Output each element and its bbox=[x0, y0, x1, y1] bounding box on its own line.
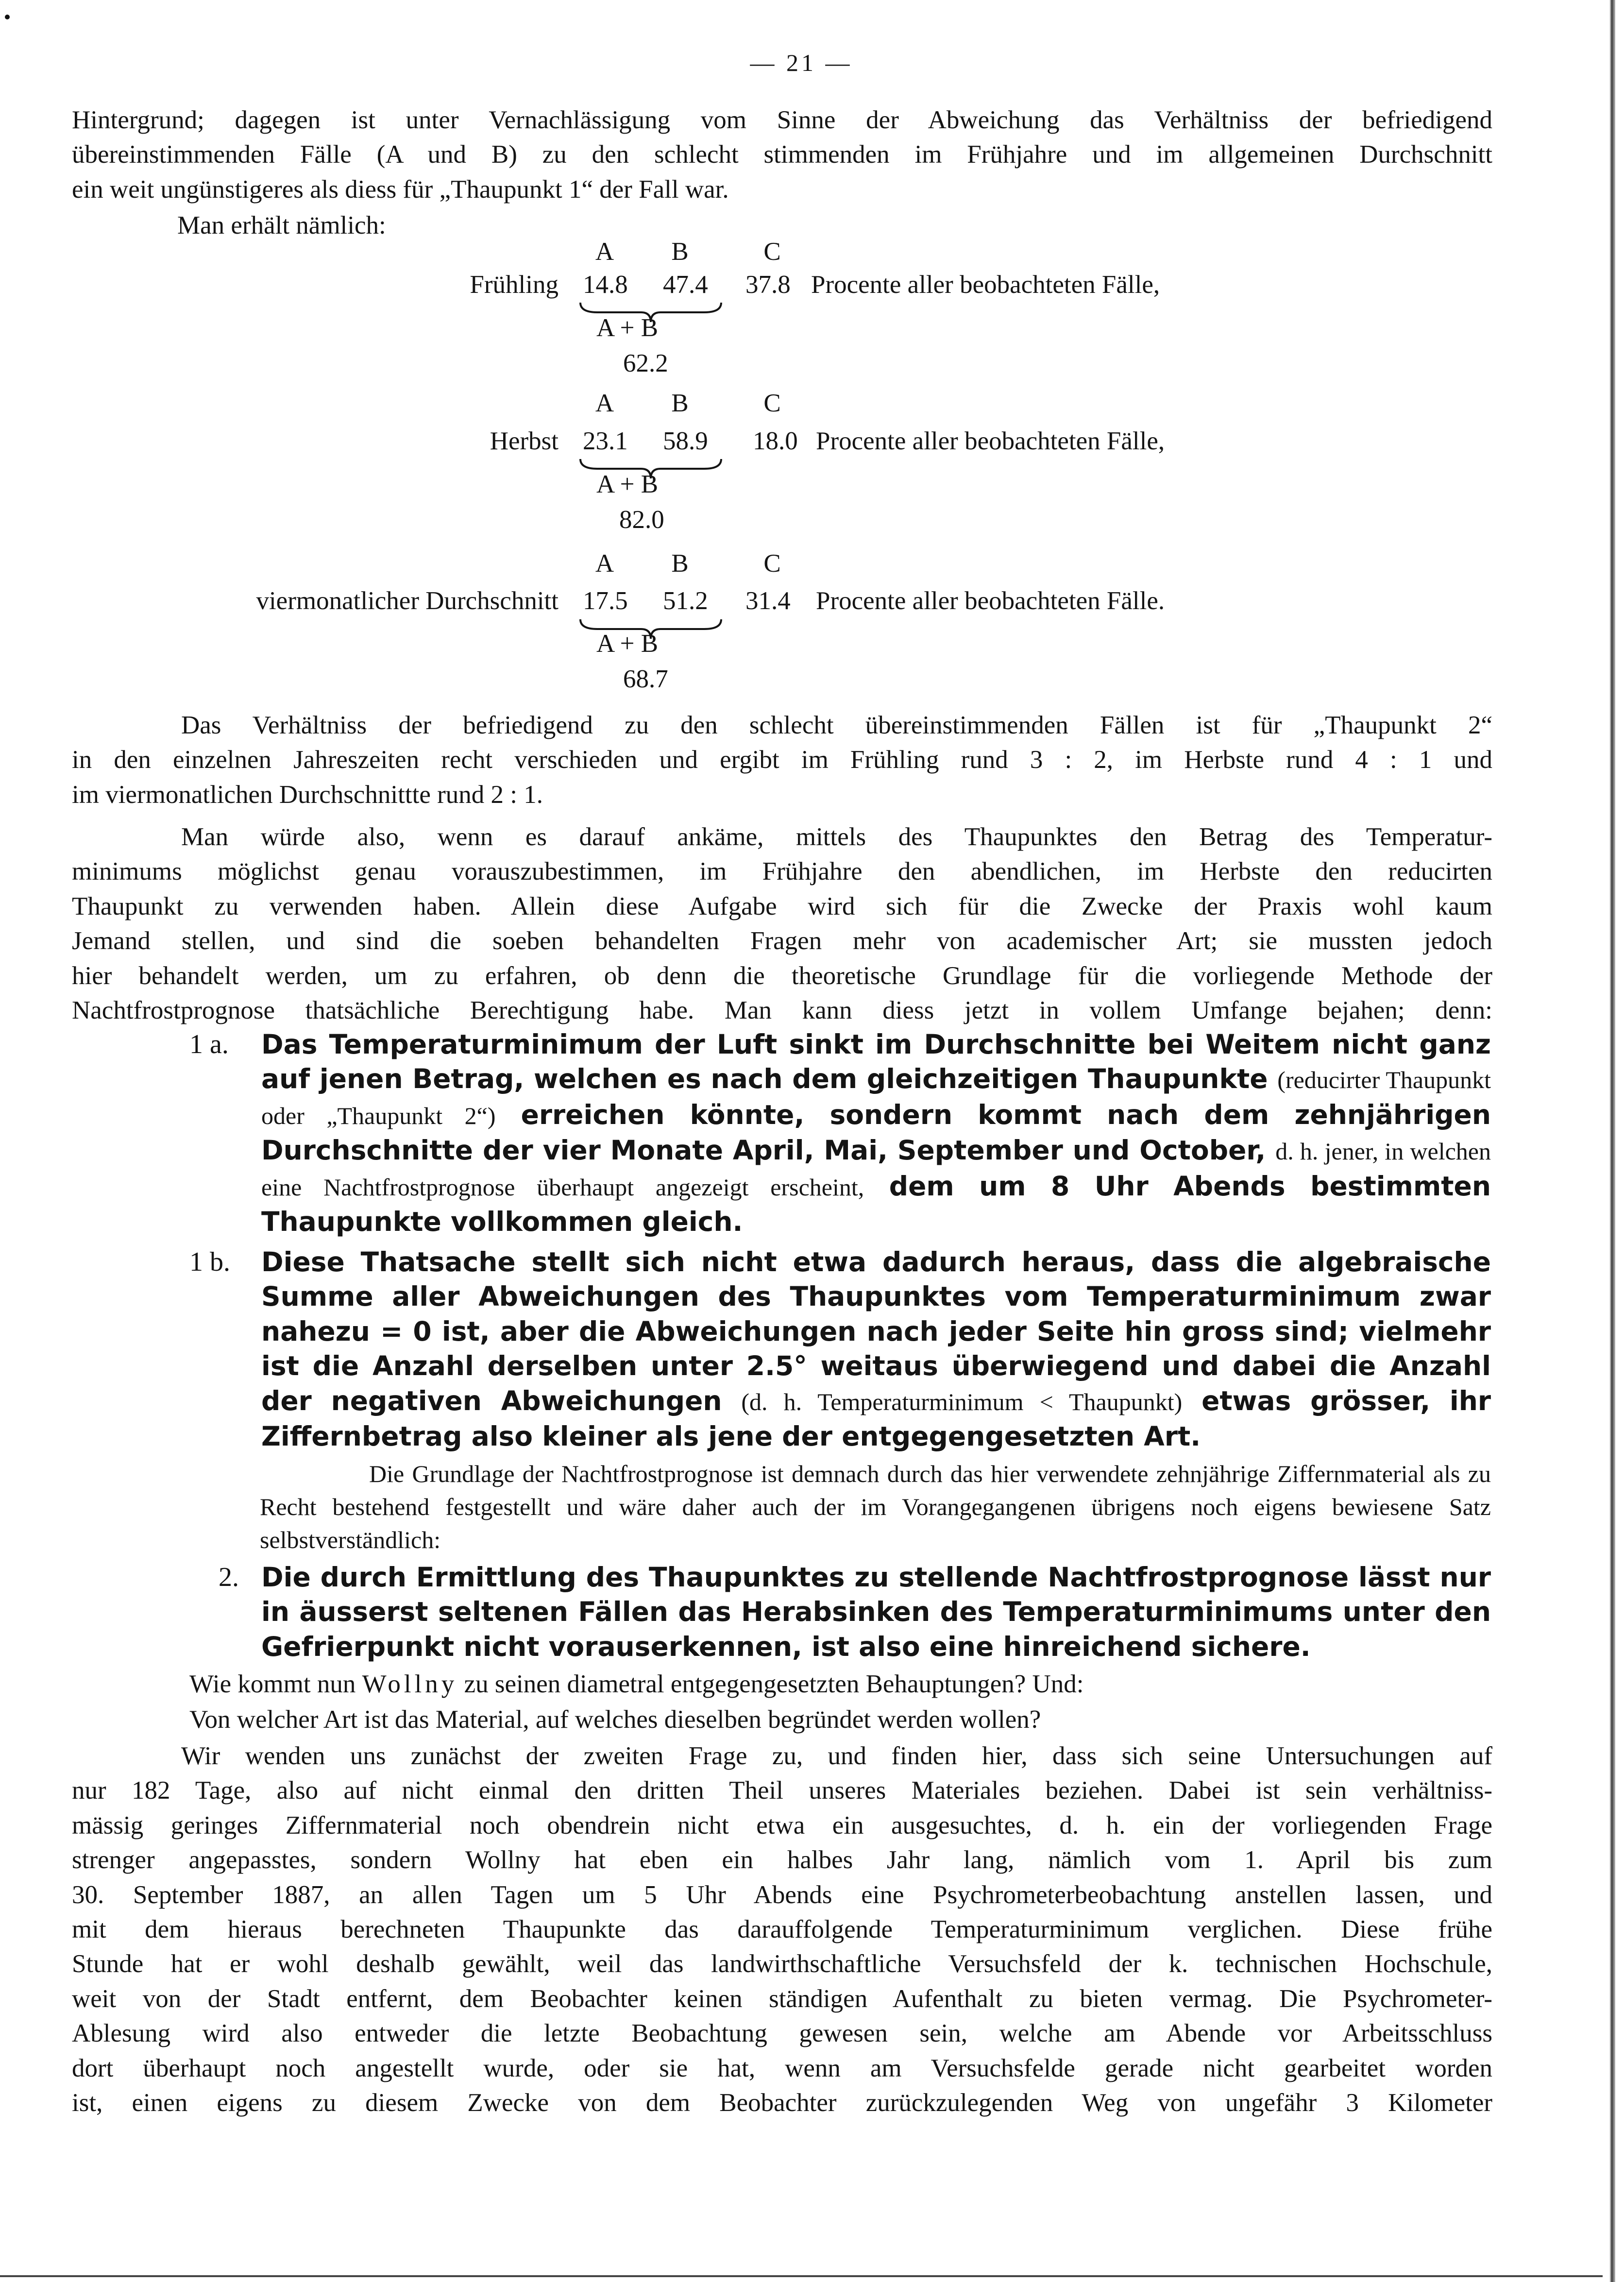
item-body bbox=[261, 1245, 1491, 1454]
text-line: Ablesung wird also entweder die letzte Beobachtung gewesen sein, welche am Abende vor Arbeitsschluss bbox=[72, 2019, 1492, 2048]
text-line: Das Verhältniss der befriedigend zu den schlecht übereinstimmenden Fällen ist für „Thaupunkt 2“ bbox=[181, 711, 1492, 739]
sum-label: A + B bbox=[596, 630, 659, 658]
paragraph-ratio bbox=[72, 708, 1492, 812]
header-b: B bbox=[671, 238, 689, 266]
value-a: 17.5 bbox=[583, 587, 628, 615]
item-number: 2. bbox=[219, 1562, 239, 1592]
text-line: Thaupunkt zu verwenden haben. Allein diese Aufgabe wird sich für die Zwecke der Praxis wohl kaum bbox=[72, 892, 1492, 920]
paragraph-basis: Die Grundlage der Nachtfrostprognose ist demnach durch das hier verwendete zehnjährige Ziffernmaterial als zu Recht bestehend festgestellt und wäre daher auch der im Vorangegangenen übrigens noch eigens bewiesene Satz selbstverständlich: bbox=[260, 1460, 1491, 1553]
row-tail: Procente aller beobachteten Fälle, bbox=[811, 271, 1160, 299]
conclusion-1a bbox=[189, 1027, 1491, 1239]
paragraph-method bbox=[72, 820, 1492, 1028]
value-b: 51.2 bbox=[663, 587, 708, 615]
text-line: übereinstimmenden Fälle (A und B) zu den schlecht stimmenden im Frühjahre und im allgemeinen Durchschnitt bbox=[72, 140, 1492, 169]
row-tail: Procente aller beobachteten Fälle. bbox=[816, 587, 1165, 615]
item-bold-text: etwas grösser, ihr Ziffernbetrag also kleiner als jene der entgegengesetzten Art. bbox=[261, 1385, 1491, 1452]
item-regular-text: (d. h. Temperaturminimum < Thaupunkt) bbox=[741, 1388, 1183, 1415]
scan-edge-bottom bbox=[0, 2275, 1603, 2277]
text-line: Nachtfrostprognose thatsächliche Berechtigung habe. Man kann diess jetzt in vollem Umfange bejahen; denn: bbox=[72, 996, 1492, 1025]
text-line: mässig geringes Ziffernmaterial noch obendrein nicht etwa ein ausgesuchtes, d. h. ein der vorliegenden Frage bbox=[72, 1811, 1492, 1839]
text-line: ein weit ungünstigeres als diess für „Thaupunkt 1“ der Fall war. bbox=[72, 175, 729, 204]
conclusion-1b bbox=[189, 1245, 1491, 1454]
text-line: in den einzelnen Jahreszeiten recht verschieden und ergibt im Frühling rund 3 : 2, im Herbste rund 4 : 1 und bbox=[72, 746, 1492, 774]
text-line: Jemand stellen, und sind die soeben behandelten Fragen mehr von academischer Art; sie mussten jedoch bbox=[72, 927, 1492, 955]
sum-value: 82.0 bbox=[619, 506, 664, 534]
value-a: 23.1 bbox=[583, 427, 628, 455]
text-line: Hintergrund; dagegen ist unter Vernachlässigung vom Sinne der Abweichung das Verhältniss der befriedigend bbox=[72, 106, 1492, 134]
row-label: viermonatlicher Durchschnitt bbox=[256, 587, 558, 615]
question-text: zu seinen diametral entgegengesetzten Behauptungen? Und: bbox=[464, 1670, 1084, 1698]
header-a: A bbox=[595, 238, 614, 266]
item-body: Die durch Ermittlung des Thaupunktes zu stellende Nachtfrostprognose lässt nur in äusserst seltenen Fällen das Herabsinken des Temperaturminimums unter den Gefrierpunkt nicht vorauserkennen, ist also eine hinreichend sichere. bbox=[261, 1562, 1491, 1662]
ink-speck bbox=[5, 15, 10, 19]
page-number: — 21 — bbox=[750, 49, 853, 76]
sum-label: A + B bbox=[596, 314, 659, 342]
text-line: minimums möglichst genau vorauszubestimmen, im Frühjahre den abendlichen, im Herbste den reducirten bbox=[72, 857, 1492, 886]
item-number: 1 b. bbox=[189, 1247, 230, 1277]
question-1 bbox=[189, 1669, 1084, 1699]
value-b: 58.9 bbox=[663, 427, 708, 455]
text-line: nur 182 Tage, also auf nicht einmal den dritten Theil unseres Materiales beziehen. Dabei ist sein verhältniss- bbox=[72, 1776, 1492, 1805]
value-c: 31.4 bbox=[745, 587, 791, 615]
sum-label: A + B bbox=[596, 470, 659, 498]
text-line: im viermonatlichen Durchschnittte rund 2 : 1. bbox=[72, 780, 543, 809]
question-2: Von welcher Art ist das Material, auf welches dieselben begründet werden wollen? bbox=[189, 1705, 1041, 1734]
scan-edge-right bbox=[1609, 0, 1615, 2282]
item-bold-text: erreichen könnte, sondern kommt nach dem zehnjährigen Durchschnitte der vier Monate April, Mai, September und October, bbox=[261, 1099, 1491, 1166]
text-line: dort überhaupt noch angestellt wurde, oder sie hat, wenn am Versuchsfelde gerade nicht gearbeitet worden bbox=[72, 2054, 1492, 2082]
question-text: Wie kommt nun bbox=[189, 1670, 356, 1698]
text-line: mit dem hieraus berechneten Thaupunkte das darauffolgende Temperaturminimum verglichen. Diese frühe bbox=[72, 1915, 1492, 1944]
item-regular-text: (reducirter Thaupunkt oder „Thaupunkt 2“) bbox=[261, 1066, 1491, 1129]
sum-value: 68.7 bbox=[623, 665, 668, 693]
value-c: 18.0 bbox=[753, 427, 798, 455]
text-line: Wir wenden uns zunächst der zweiten Frage zu, und finden hier, dass sich seine Untersuchungen auf bbox=[181, 1742, 1492, 1770]
item-bold-text: Diese Thatsache stellt sich nicht etwa dadurch heraus, dass die algebraische Summe aller Abweichungen des Thaupunktes vom Temperaturminimum zwar nahezu = 0 ist, aber die Abweichungen nach jeder Seite hin gross sind; vielmehr ist die Anzahl derselben unter 2.5° weitaus überwiegend und dabei die Anzahl der negativen Abweichungen bbox=[261, 1246, 1491, 1416]
item-regular-text: d. h. jener, in welchen eine Nachtfrostprognose überhaupt angezeigt erscheint, bbox=[261, 1138, 1491, 1201]
item-number: 1 a. bbox=[189, 1029, 229, 1059]
header-b: B bbox=[671, 389, 689, 417]
value-a: 14.8 bbox=[583, 271, 628, 299]
sum-value: 62.2 bbox=[623, 349, 668, 377]
text-line: Man würde also, wenn es darauf ankäme, mittels des Thaupunktes den Betrag des Temperatur- bbox=[181, 823, 1492, 851]
value-c: 37.8 bbox=[745, 271, 791, 299]
text-line: weit von der Stadt entfernt, dem Beobachter keinen ständigen Aufenthalt zu bieten vermag. Die Psychrometer- bbox=[72, 1984, 1492, 2013]
row-tail: Procente aller beobachteten Fälle, bbox=[816, 427, 1165, 455]
text-line: ist, einen eigens zu diesem Zwecke von dem Beobachter zurückzulegenden Weg von ungefähr 3 Kilometer bbox=[72, 2089, 1492, 2117]
text-line: 30. September 1887, an allen Tagen um 5 Uhr Abends eine Psychrometerbeobachtung anstellen lassen, und bbox=[72, 1880, 1492, 1909]
text-line: hier behandelt werden, um zu erfahren, ob denn die theoretische Grundlage für die vorliegende Methode der bbox=[72, 961, 1492, 990]
header-c: C bbox=[763, 389, 781, 417]
row-label: Herbst bbox=[490, 427, 558, 455]
header-a: A bbox=[595, 549, 614, 578]
header-c: C bbox=[763, 549, 781, 578]
item-bold-text: Das Temperaturminimum der Luft sinkt im Durchschnitte bei Weitem nicht ganz auf jenen Betrag, welchen es nach dem gleichzeitigen Thaupunkte bbox=[261, 1029, 1491, 1095]
intro-label: Man erhält nämlich: bbox=[177, 211, 386, 239]
item-bold-text: dem um 8 Uhr Abends bestimmten Thaupunkte vollkommen gleich. bbox=[261, 1170, 1491, 1238]
author-name: Wollny bbox=[362, 1670, 458, 1698]
header-a: A bbox=[595, 389, 614, 417]
text-line: strenger angepasstes, sondern Wollny hat eben ein halbes Jahr lang, nämlich vom 1. April bis zum bbox=[72, 1846, 1492, 1874]
header-c: C bbox=[763, 238, 781, 266]
item-body bbox=[261, 1027, 1491, 1239]
paragraph-intro bbox=[72, 103, 1492, 207]
row-label: Frühling bbox=[470, 271, 558, 299]
value-b: 47.4 bbox=[663, 271, 708, 299]
text-line: Stunde hat er wohl deshalb gewählt, weil das landwirthschaftliche Versuchsfeld der k. technischen Hochschule, bbox=[72, 1950, 1492, 1978]
header-b: B bbox=[671, 549, 689, 578]
paragraph-wollny bbox=[72, 1739, 1492, 2120]
conclusion-2 bbox=[189, 1560, 1491, 1664]
